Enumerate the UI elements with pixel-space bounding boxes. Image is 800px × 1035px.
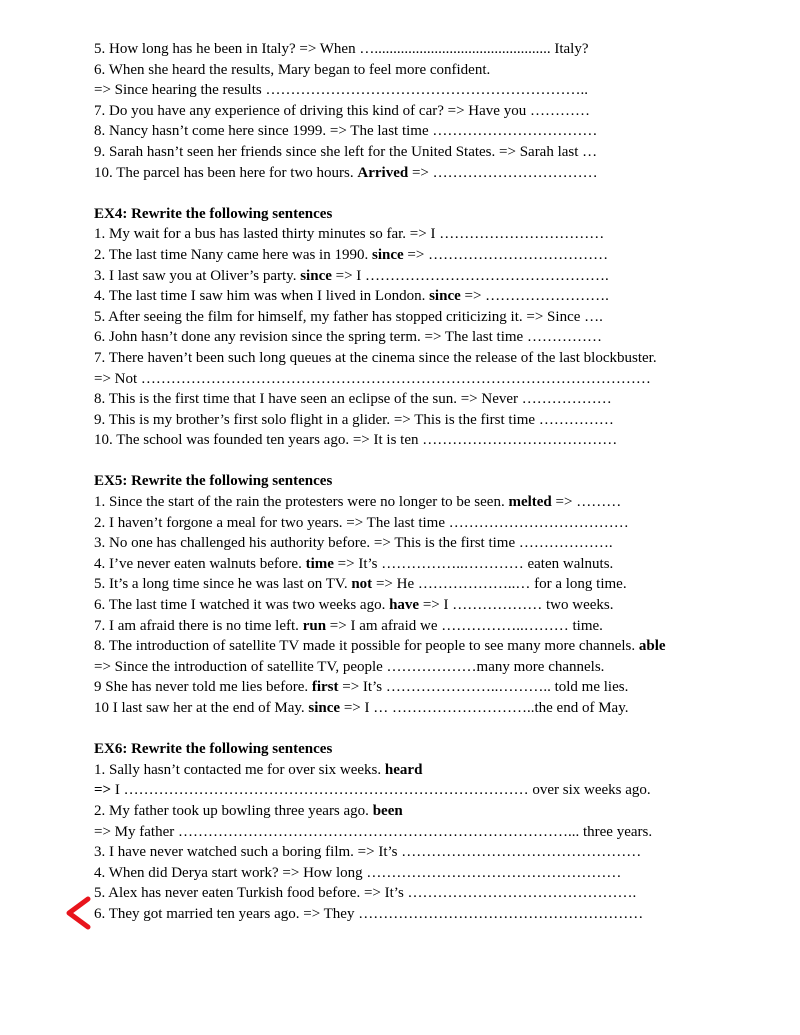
keyword-text: time xyxy=(305,555,334,572)
keyword-text: have xyxy=(389,597,420,614)
line-text: 6. John hasn’t done any revision since the spring term. => The last time …………… xyxy=(94,329,602,346)
line-text: => I am afraid we ……………..……… time. xyxy=(326,617,603,634)
line-text: 8. The introduction of satellite TV made it possible for people to see many more channels. xyxy=(94,638,639,655)
exercise-line xyxy=(94,60,774,81)
exercise-line xyxy=(94,513,774,534)
line-text: 10. The school was founded ten years ago. => It is ten ………………………………… xyxy=(94,432,618,449)
section-gap xyxy=(94,183,774,204)
exercise-line xyxy=(94,883,774,904)
keyword-text: melted xyxy=(508,494,552,511)
exercise-line xyxy=(94,410,774,431)
section-gap xyxy=(94,451,774,472)
line-text: 2. My father took up bowling three years ago. xyxy=(94,802,373,819)
exercise-line xyxy=(94,80,774,101)
exercise-line xyxy=(94,348,774,369)
line-text: => ……………………. xyxy=(460,288,609,305)
line-text: 8. This is the first time that I have seen an eclipse of the sun. => Never ……………… xyxy=(94,391,612,408)
exercise-line xyxy=(94,801,774,822)
line-text: 1. Since the start of the rain the protesters were no longer to be seen. xyxy=(94,494,509,511)
keyword-text: since xyxy=(300,267,332,284)
line-text: 7. Do you have any experience of driving this kind of car? => Have you ………… xyxy=(94,102,590,119)
exercise-line xyxy=(94,822,774,843)
exercise-heading: EX5: Rewrite the following sentences xyxy=(94,473,333,490)
line-text: => ……………………………… xyxy=(403,246,609,263)
line-text: 6. The last time I watched it was two weeks ago. xyxy=(94,597,390,614)
keyword-text: able xyxy=(638,638,666,655)
line-text: => My father ……………………………………………………………………... three years. xyxy=(94,823,653,840)
exercise-line xyxy=(94,780,774,801)
line-text: 4. I’ve never eaten walnuts before. xyxy=(94,555,306,572)
exercise-line xyxy=(94,286,774,307)
line-text: => I … ………………………..the end of May. xyxy=(340,700,629,716)
exercise-line xyxy=(94,863,774,884)
line-text: 6. When she heard the results, Mary began to feel more confident. xyxy=(94,61,491,78)
exercise-line xyxy=(94,616,774,637)
keyword-text: first xyxy=(311,679,339,696)
line-text: => He ………………..… for a long time. xyxy=(372,576,627,593)
exercise-line xyxy=(94,636,774,657)
line-text: => I …………………………………………. xyxy=(331,267,609,284)
exercise-heading: EX4: Rewrite the following sentences xyxy=(94,205,333,222)
line-text: 7. I am afraid there is no time left. xyxy=(94,617,303,634)
keyword-text: run xyxy=(302,617,327,634)
keyword-text: since xyxy=(429,288,461,305)
line-text: => Since hearing the results ……………………………………………………….. xyxy=(94,82,588,99)
exercise-line xyxy=(94,760,774,781)
exercise-line xyxy=(94,842,774,863)
line-text: 7. There haven’t been such long queues at the cinema since the release of the last blockbuster. xyxy=(94,349,657,366)
keyword-text: => xyxy=(94,782,112,799)
exercise-line xyxy=(94,224,774,245)
exercise-line xyxy=(94,142,774,163)
exercise-line xyxy=(94,657,774,678)
red-chevron-mark-icon xyxy=(64,896,92,930)
exercise-line xyxy=(94,574,774,595)
line-text: 3. I last saw you at Oliver’s party. xyxy=(94,267,301,284)
exercise-line xyxy=(94,389,774,410)
exercise-line xyxy=(94,121,774,142)
line-text: 3. No one has challenged his authority before. => This is the first time ………………. xyxy=(94,535,613,552)
exercise-line xyxy=(94,533,774,554)
line-text: 4. When did Derya start work? => How long …………………………………………… xyxy=(94,864,622,881)
line-text: 9. This is my brother’s first solo flight in a glider. => This is the first time …………… xyxy=(94,411,614,428)
line-text: => …………………………… xyxy=(408,164,598,181)
keyword-text: been xyxy=(372,802,403,819)
exercise-line xyxy=(94,163,774,184)
keyword-text: not xyxy=(351,576,373,593)
exercise-line xyxy=(94,101,774,122)
line-text: 5. After seeing the film for himself, my father has stopped criticizing it. => Since …. xyxy=(94,308,603,325)
exercise-heading: EX6: Rewrite the following sentences xyxy=(94,741,333,758)
line-text: => It’s ……………..………… eaten walnuts. xyxy=(333,555,614,572)
line-text: I ……………………………………………………………………… over six weeks ago. xyxy=(111,782,651,799)
exercise-line xyxy=(94,492,774,513)
exercise-line xyxy=(94,327,774,348)
line-text: 6. They got married ten years ago. => They ………………………………………………… xyxy=(94,905,644,922)
line-text: => I ……………… two weeks. xyxy=(419,597,614,614)
exercise-line xyxy=(94,698,774,719)
keyword-text: since xyxy=(308,700,341,716)
line-text: 5. Alex has never eaten Turkish food before. => It’s ………………………………………. xyxy=(94,885,637,902)
worksheet xyxy=(94,39,774,925)
keyword-text: since xyxy=(371,246,404,263)
line-text: 3. I have never watched such a boring film. => It’s ………………………………………… xyxy=(94,844,642,861)
exercise-line xyxy=(94,266,774,287)
line-text: 9 She has never told me lies before. xyxy=(94,679,312,696)
line-text: => Not ………………………………………………………………………………………… xyxy=(94,370,651,387)
keyword-text: Arrived xyxy=(357,164,409,181)
line-text: 2. I haven’t forgone a meal for two years. => The last time ……………………………… xyxy=(94,514,629,531)
exercise-line xyxy=(94,595,774,616)
line-text: => Since the introduction of satellite TV, people ………………many more channels. xyxy=(94,658,605,675)
section-gap xyxy=(94,719,774,740)
exercise-line xyxy=(94,677,774,698)
line-text: 5. It’s a long time since he was last on TV. xyxy=(94,576,352,593)
keyword-text: heard xyxy=(384,761,423,778)
exercise-line xyxy=(94,245,774,266)
line-text: 10. The parcel has been here for two hours. xyxy=(94,164,358,181)
line-text: 5. How long has he been in Italy? => When …............................................... Italy? xyxy=(94,41,589,57)
exercise-line xyxy=(94,554,774,575)
line-text: 4. The last time I saw him was when I lived in London. xyxy=(94,288,430,305)
exercise-line xyxy=(94,369,774,390)
line-text: => ……… xyxy=(551,494,622,511)
line-text: 1. My wait for a bus has lasted thirty minutes so far. => I …………………………… xyxy=(94,226,605,243)
line-text: 8. Nancy hasn’t come here since 1999. => The last time …………………………… xyxy=(94,123,598,140)
exercise-line xyxy=(94,307,774,328)
line-text: 9. Sarah hasn’t seen her friends since she left for the United States. => Sarah last … xyxy=(94,143,598,160)
line-text: => It’s …………………..……….. told me lies. xyxy=(338,679,629,696)
exercise-line xyxy=(94,904,774,925)
exercise-line xyxy=(94,39,774,60)
line-text: 1. Sally hasn’t contacted me for over six weeks. xyxy=(94,761,385,778)
line-text: 2. The last time Nany came here was in 1990. xyxy=(94,246,372,263)
line-text: 10 I last saw her at the end of May. xyxy=(94,700,309,716)
exercise-line xyxy=(94,430,774,451)
